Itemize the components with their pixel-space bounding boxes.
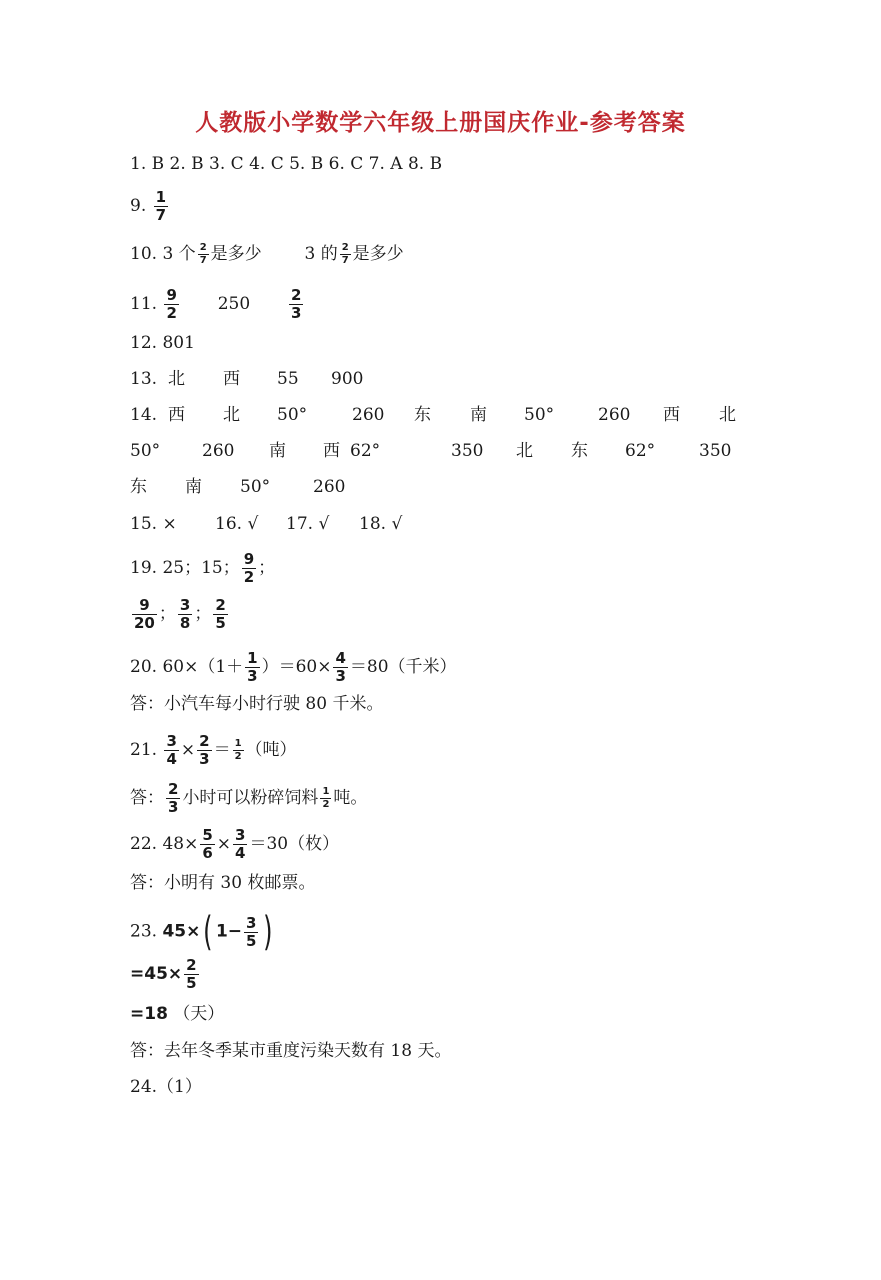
answer-10: 10. 3 个 $\frac{2}{7}$ 是多少 3 的 $\frac{2}{7}$ 是多少 (130, 242, 404, 266)
answer-23-statement: 答：去年冬季某市重度污染天数有 18 天。 (130, 1041, 452, 1061)
answer-16: 16. √ (215, 514, 259, 534)
answer-15: 15. × (130, 514, 177, 534)
answer-19: 19. 25；15； $\frac{9}{2}$ ； (130, 550, 276, 586)
fraction: $\frac{1}{2}$ (234, 738, 242, 762)
fraction: $\frac{2}{3}$ (168, 780, 179, 816)
fraction: $\frac{3}{4}$ (235, 826, 246, 862)
answer-20: 20. 60×（1＋ $\frac{1}{3}$ ）＝60× $\frac{4}{3}$ ＝80（千米） (130, 649, 457, 685)
fraction: $\frac{3}{4}$ (166, 732, 177, 768)
answer-24: 24.（1） (130, 1077, 202, 1097)
fraction: $\frac{4}{3}$ (335, 649, 346, 685)
answer-9 (130, 190, 170, 223)
fraction: $\frac{9}{2}$ (166, 286, 177, 322)
answer-22-statement: 答：小明有 30 枚邮票。 (130, 873, 316, 893)
fraction: $\frac{9}{2}$ (243, 550, 255, 586)
fraction: $\frac{1}{2}$ (322, 786, 330, 810)
q-label: 9. (130, 196, 147, 216)
fraction: $\frac{1}{7}$ (155, 188, 167, 224)
fraction: $\frac{1}{3}$ (247, 649, 258, 685)
answer-23-step2: =45× $\frac{2}{5}$ (130, 956, 197, 992)
fraction: $\frac{2}{3}$ (199, 732, 210, 768)
answers-1-8: 1. B 2. B 3. C 4. C 5. B 6. C 7. A 8. B (130, 154, 443, 174)
answer-19-cont: $\frac{9}{20}$ ； $\frac{3}{8}$ ； $\frac{2}{5}$ (134, 596, 226, 632)
fraction: $\frac{2}{5}$ (215, 596, 226, 632)
page-title: 人教版小学数学六年级上册国庆作业-参考答案 (195, 110, 686, 136)
answer-23: 23. 45×( 1− $\frac{3}{5}$ ) (130, 909, 273, 955)
fraction: $\frac{9}{20}$ (134, 596, 155, 632)
answer-11: 11. $\frac{9}{2}$ 250 $\frac{2}{3}$ (130, 286, 302, 322)
fraction: $\frac{2}{7}$ (341, 242, 349, 266)
answer-21-statement: 答： $\frac{2}{3}$ 小时可以粉碎饲料 $\frac{1}{2}$ 吨。 (130, 780, 368, 816)
answer-13: 13. (130, 369, 158, 389)
answer-18: 18. √ (359, 514, 403, 534)
answer-22: 22. 48× $\frac{5}{6}$ × $\frac{3}{4}$ ＝30（枚） (130, 826, 340, 862)
fraction: $\frac{2}{7}$ (199, 242, 207, 266)
answer-14: 14. (130, 405, 158, 425)
fraction: $\frac{2}{5}$ (186, 956, 197, 992)
answer-23-step3: =18 （天） (130, 1004, 225, 1024)
answer-12: 12. 801 (130, 333, 195, 353)
answer-21: 21. $\frac{3}{4}$ × $\frac{2}{3}$ ＝ $\frac{1}{2}$ （吨） (130, 732, 297, 768)
fraction: $\frac{5}{6}$ (202, 826, 213, 862)
answer-17: 17. √ (286, 514, 330, 534)
fraction: $\frac{3}{8}$ (179, 596, 191, 632)
answer-20-statement: 答：小汽车每小时行驶 80 千米。 (130, 694, 384, 714)
fraction: $\frac{3}{5}$ (246, 913, 257, 950)
fraction: $\frac{2}{3}$ (290, 286, 302, 322)
